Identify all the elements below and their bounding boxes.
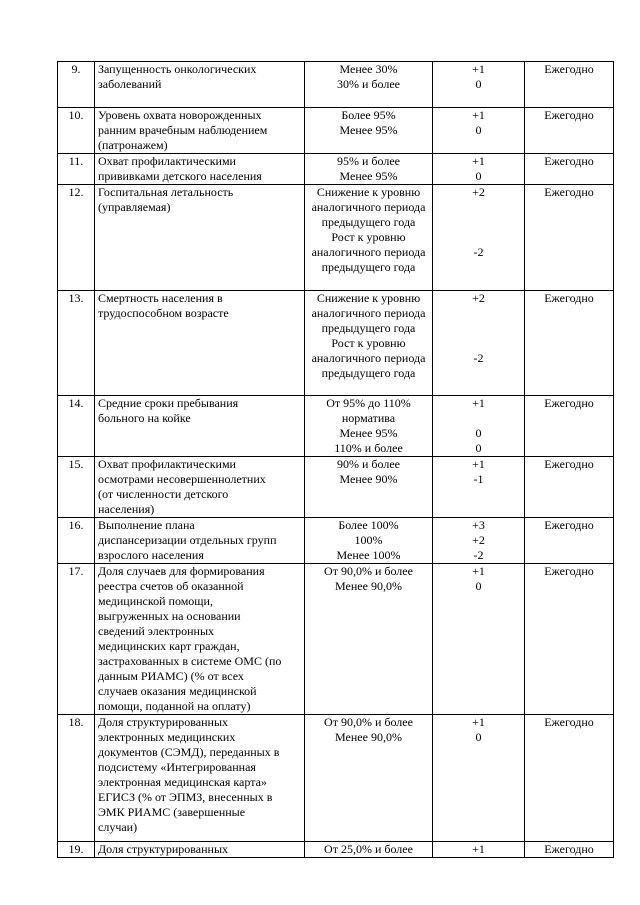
row-number: 9. bbox=[58, 62, 95, 108]
table-row bbox=[58, 715, 614, 842]
indicator-line: медицинской помощи, bbox=[98, 594, 213, 608]
score-value: -2 bbox=[473, 548, 484, 562]
indicator-line: заболеваний bbox=[98, 77, 162, 91]
criteria-cell bbox=[305, 108, 433, 154]
score-cell bbox=[433, 396, 525, 457]
indicator-line: документов (СЭМД), переданных в bbox=[98, 745, 280, 759]
indicator-line: Запущенность онкологических bbox=[98, 62, 257, 76]
score-value: +1 bbox=[472, 457, 485, 471]
score-value bbox=[436, 411, 521, 426]
indicator-line: диспансеризации отдельных групп bbox=[98, 533, 277, 547]
indicator-line: ранним врачебным наблюдением bbox=[98, 123, 268, 137]
criteria-cell bbox=[305, 518, 433, 564]
score-value bbox=[436, 321, 521, 336]
indicator-line: взрослого населения bbox=[98, 548, 204, 562]
criteria-line: Менее 95% bbox=[339, 426, 398, 440]
criteria-cell bbox=[305, 564, 433, 715]
criteria-cell bbox=[305, 291, 433, 396]
score-value: +2 bbox=[472, 291, 485, 305]
period-cell: Ежегодно bbox=[525, 154, 614, 185]
score-value: +3 bbox=[472, 518, 485, 532]
score-cell bbox=[433, 185, 525, 291]
criteria-line: 30% и более bbox=[336, 77, 400, 91]
indicator-line: больного на койке bbox=[98, 411, 191, 425]
criteria-line: аналогичного периода bbox=[311, 306, 426, 320]
criteria-cell bbox=[305, 154, 433, 185]
row-number: 10. bbox=[58, 108, 95, 154]
criteria-line: предыдущего года bbox=[321, 215, 416, 229]
period-cell: Ежегодно bbox=[525, 842, 614, 858]
criteria-line: норматива bbox=[341, 411, 396, 425]
score-value bbox=[436, 200, 521, 215]
criteria-line: Менее 90% bbox=[339, 472, 398, 486]
period-cell: Ежегодно bbox=[525, 564, 614, 715]
score-cell bbox=[433, 457, 525, 518]
row-number: 19. bbox=[58, 842, 95, 858]
indicator-line: подсистему «Интегрированная bbox=[98, 760, 256, 774]
table-row bbox=[58, 108, 614, 154]
criteria-line: предыдущего года bbox=[321, 260, 416, 274]
indicator-line: прививками детского населения bbox=[98, 169, 262, 183]
indicators-table-body bbox=[58, 62, 614, 858]
indicator-line: населения) bbox=[98, 502, 155, 516]
criteria-cell bbox=[305, 715, 433, 842]
indicator-line: Доля структурированных bbox=[98, 715, 229, 729]
indicator-cell bbox=[95, 457, 305, 518]
indicator-line: Доля структурированных bbox=[98, 842, 229, 856]
score-value: 0 bbox=[475, 77, 482, 91]
criteria-line: От 90,0% и более bbox=[324, 564, 413, 578]
indicator-line: Уровень охвата новорожденных bbox=[98, 108, 262, 122]
score-value bbox=[436, 215, 521, 230]
indicator-cell bbox=[95, 185, 305, 291]
score-value: 0 bbox=[475, 730, 482, 744]
score-value: +1 bbox=[472, 154, 485, 168]
indicator-line: случаев оказания медицинской bbox=[98, 684, 257, 698]
indicator-line: Доля случаев для формирования bbox=[98, 564, 265, 578]
criteria-line: От 25,0% и более bbox=[324, 842, 413, 856]
indicator-cell bbox=[95, 842, 305, 858]
score-value: 0 bbox=[475, 169, 482, 183]
table-row bbox=[58, 457, 614, 518]
criteria-line: 110% и более bbox=[334, 441, 403, 455]
criteria-cell bbox=[305, 185, 433, 291]
indicator-line: Охват профилактическими bbox=[98, 457, 236, 471]
criteria-line: Снижение к уровню bbox=[316, 291, 421, 305]
score-value: +1 bbox=[472, 564, 485, 578]
criteria-line: Менее 95% bbox=[339, 169, 398, 183]
score-value: 0 bbox=[475, 123, 482, 137]
row-number: 12. bbox=[58, 185, 95, 291]
table-row bbox=[58, 62, 614, 108]
indicator-line: (управляемая) bbox=[98, 200, 171, 214]
indicator-line: застрахованных в системе ОМС (по bbox=[98, 654, 282, 668]
indicator-line: (патронажем) bbox=[98, 138, 168, 152]
indicator-line: осмотрами несовершеннолетних bbox=[98, 472, 266, 486]
criteria-line: Снижение к уровню bbox=[316, 185, 421, 199]
period-cell: Ежегодно bbox=[525, 291, 614, 396]
criteria-line: Рост к уровню bbox=[331, 230, 406, 244]
criteria-line: От 95% до 110% bbox=[326, 396, 411, 410]
score-value: 0 bbox=[475, 579, 482, 593]
score-cell bbox=[433, 715, 525, 842]
row-number: 14. bbox=[58, 396, 95, 457]
indicator-cell bbox=[95, 396, 305, 457]
score-cell bbox=[433, 154, 525, 185]
score-value bbox=[436, 306, 521, 321]
indicator-cell bbox=[95, 291, 305, 396]
indicator-cell bbox=[95, 564, 305, 715]
criteria-line: Менее 95% bbox=[339, 123, 398, 137]
score-cell bbox=[433, 62, 525, 108]
score-value: -1 bbox=[473, 472, 484, 486]
score-cell bbox=[433, 564, 525, 715]
indicator-line: реестра счетов об оказанной bbox=[98, 579, 244, 593]
criteria-line: 100% bbox=[354, 533, 383, 547]
criteria-line: 95% и более bbox=[336, 154, 400, 168]
score-value: +2 bbox=[472, 533, 485, 547]
period-cell: Ежегодно bbox=[525, 457, 614, 518]
criteria-line: От 90,0% и более bbox=[324, 715, 413, 729]
indicator-line: Выполнение плана bbox=[98, 518, 195, 532]
indicator-line: выгруженных на основании bbox=[98, 609, 241, 623]
score-value: +1 bbox=[472, 396, 485, 410]
criteria-line: аналогичного периода bbox=[311, 200, 426, 214]
score-value bbox=[436, 230, 521, 245]
criteria-line: 90% и более bbox=[336, 457, 400, 471]
indicators-table bbox=[57, 61, 614, 858]
period-cell: Ежегодно bbox=[525, 108, 614, 154]
score-value: 0 bbox=[475, 441, 482, 455]
criteria-line: Менее 90,0% bbox=[335, 579, 402, 593]
indicator-line: Средние сроки пребывания bbox=[98, 396, 239, 410]
row-number: 13. bbox=[58, 291, 95, 396]
table-row bbox=[58, 518, 614, 564]
indicator-line: (от численности детского bbox=[98, 487, 229, 501]
indicator-line: случаи) bbox=[98, 820, 138, 834]
indicator-cell bbox=[95, 154, 305, 185]
period-cell: Ежегодно bbox=[525, 396, 614, 457]
indicator-line: ЕГИСЗ (% от ЭПМЗ, внесенных в bbox=[98, 790, 273, 804]
criteria-line: аналогичного периода bbox=[311, 245, 426, 259]
score-value: 0 bbox=[475, 426, 482, 440]
criteria-cell bbox=[305, 396, 433, 457]
criteria-line: Менее 30% bbox=[339, 62, 398, 76]
row-number: 18. bbox=[58, 715, 95, 842]
score-value: +2 bbox=[472, 185, 485, 199]
criteria-cell bbox=[305, 457, 433, 518]
score-cell bbox=[433, 108, 525, 154]
table-row bbox=[58, 185, 614, 291]
score-value bbox=[436, 336, 521, 351]
score-value: -2 bbox=[473, 245, 484, 259]
indicator-line: помощи, поданной на оплату) bbox=[98, 699, 251, 713]
indicator-line: Госпитальная летальность bbox=[98, 185, 234, 199]
table-row bbox=[58, 396, 614, 457]
indicator-line: трудоспособном возрасте bbox=[98, 306, 229, 320]
indicator-line: Охват профилактическими bbox=[98, 154, 236, 168]
score-cell bbox=[433, 291, 525, 396]
score-value: +1 bbox=[472, 62, 485, 76]
period-cell: Ежегодно bbox=[525, 185, 614, 291]
indicator-cell bbox=[95, 108, 305, 154]
criteria-line: Менее 90,0% bbox=[335, 730, 402, 744]
row-number: 16. bbox=[58, 518, 95, 564]
criteria-line: Более 95% bbox=[341, 108, 396, 122]
row-number: 15. bbox=[58, 457, 95, 518]
criteria-line: Менее 100% bbox=[336, 548, 401, 562]
indicator-cell bbox=[95, 518, 305, 564]
table-row bbox=[58, 154, 614, 185]
indicator-line: Смертность населения в bbox=[98, 291, 223, 305]
table-row bbox=[58, 842, 614, 858]
indicator-line: данным РИАМС) (% от всех bbox=[98, 669, 244, 683]
indicator-line: электронных медицинских bbox=[98, 730, 236, 744]
indicator-cell bbox=[95, 715, 305, 842]
score-value: +1 bbox=[472, 715, 485, 729]
table-row bbox=[58, 291, 614, 396]
criteria-line: предыдущего года bbox=[321, 366, 416, 380]
criteria-line: Рост к уровню bbox=[331, 336, 406, 350]
period-cell: Ежегодно bbox=[525, 62, 614, 108]
indicator-line: электронная медицинская карта» bbox=[98, 775, 267, 789]
indicator-line: сведений электронных bbox=[98, 624, 215, 638]
period-cell: Ежегодно bbox=[525, 518, 614, 564]
indicator-cell bbox=[95, 62, 305, 108]
criteria-cell bbox=[305, 62, 433, 108]
score-value: -2 bbox=[473, 351, 484, 365]
indicator-line: медицинских карт граждан, bbox=[98, 639, 240, 653]
indicator-line: ЭМК РИАМС (завершенные bbox=[98, 805, 246, 819]
criteria-line: Более 100% bbox=[338, 518, 399, 532]
criteria-cell bbox=[305, 842, 433, 858]
score-value: +1 bbox=[472, 842, 485, 856]
row-number: 11. bbox=[58, 154, 95, 185]
score-cell bbox=[433, 842, 525, 858]
row-number: 17. bbox=[58, 564, 95, 715]
criteria-line: аналогичного периода bbox=[311, 351, 426, 365]
period-cell: Ежегодно bbox=[525, 715, 614, 842]
table-row bbox=[58, 564, 614, 715]
score-value: +1 bbox=[472, 108, 485, 122]
score-cell bbox=[433, 518, 525, 564]
criteria-line: предыдущего года bbox=[321, 321, 416, 335]
